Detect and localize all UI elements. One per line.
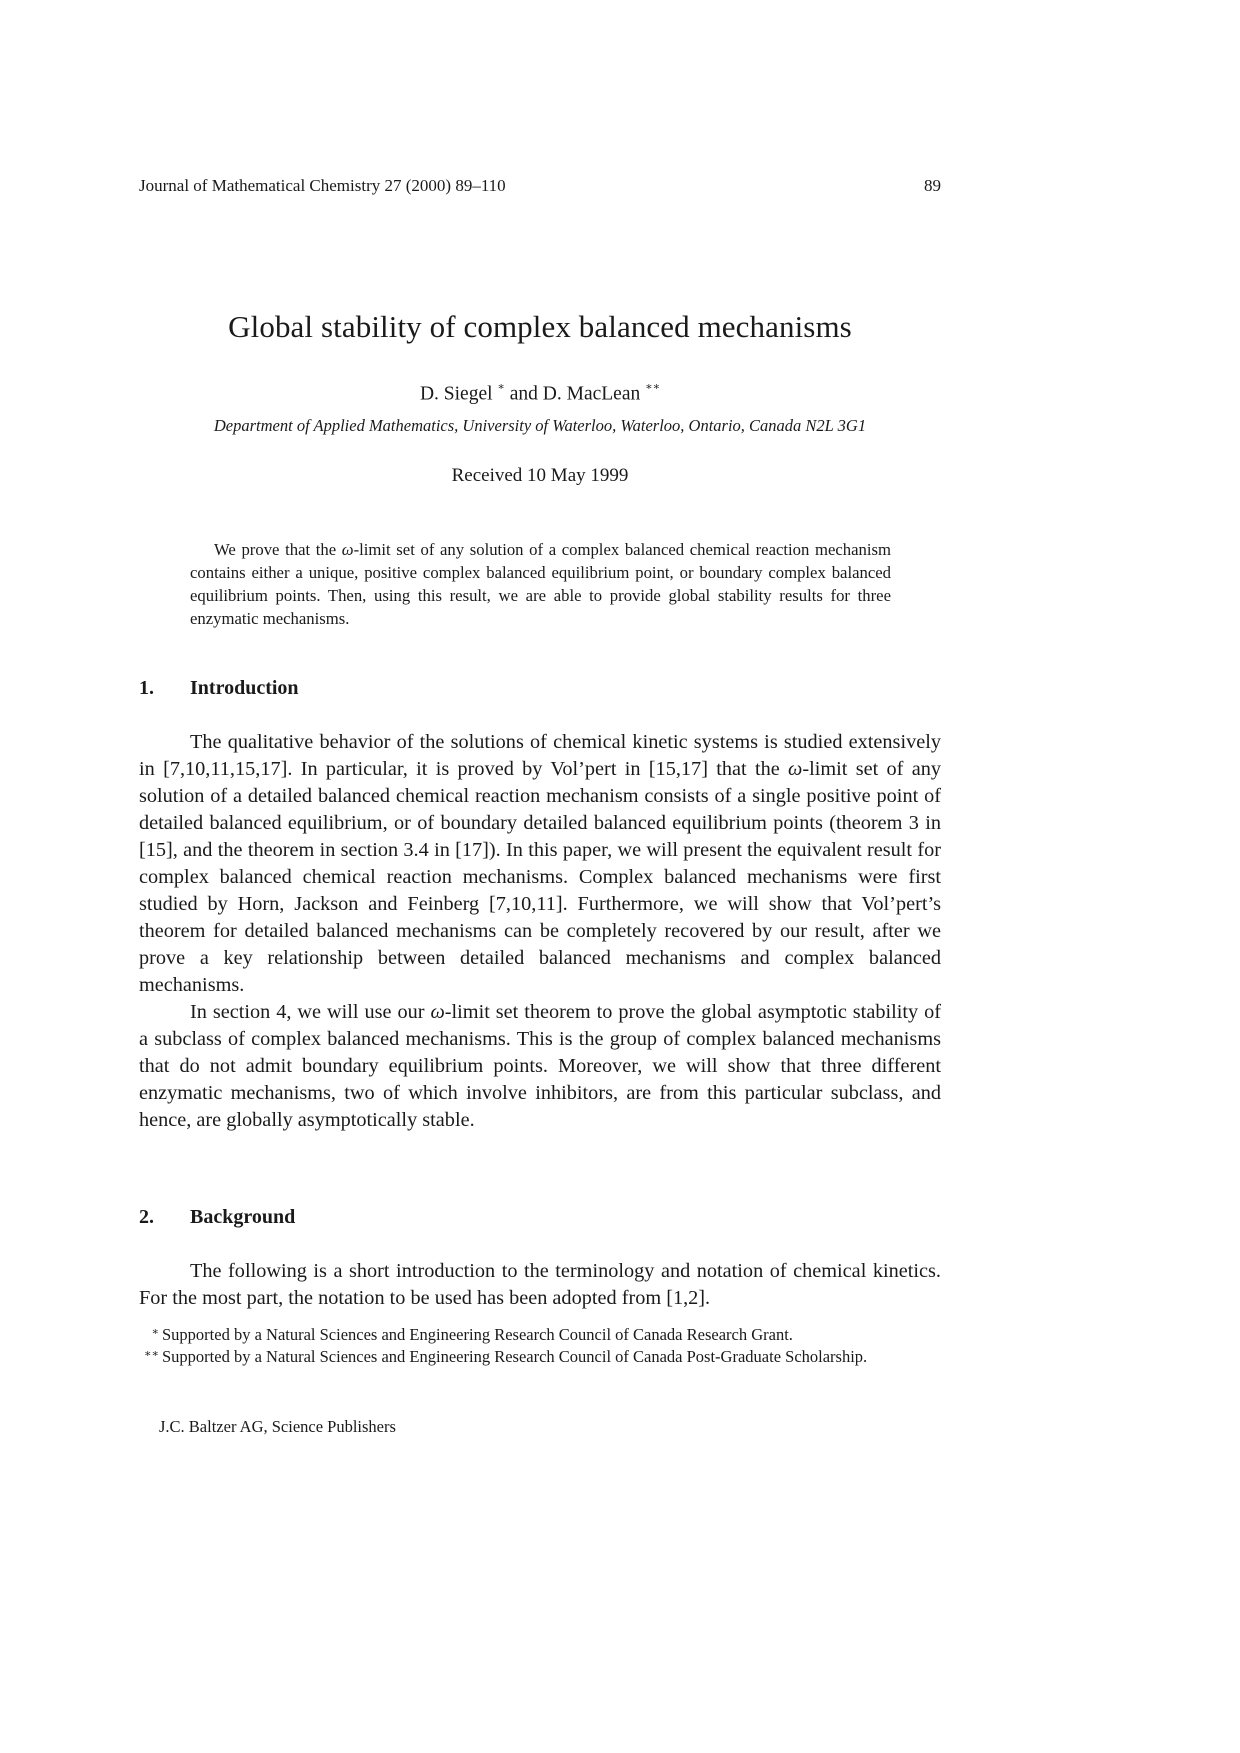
publisher: J.C. Baltzer AG, Science Publishers (159, 1417, 396, 1436)
footnote-mark-2: ∗∗ (645, 381, 661, 393)
paragraph-text: In section 4, we will use our (190, 1001, 431, 1023)
omega-symbol: ω (430, 1001, 445, 1023)
section-title: Introduction (190, 677, 299, 699)
paragraph (139, 729, 941, 999)
footnote-text: Supported by a Natural Sciences and Engineering Research Council of Canada Research Grant. (162, 1325, 793, 1344)
abstract (190, 538, 891, 630)
section-title: Background (190, 1206, 296, 1228)
paragraph: The following is a short introduction to the terminology and notation of chemical kinetics. For the most part, the notation to be used has been adopted from [1,2]. (139, 1260, 941, 1309)
paragraph-text: The qualitative behavior of the solutions of chemical kinetic systems is studied extensively in [7,10,11,15,17]. In particular, it is proved by Vol’pert in [15,17] that the (139, 731, 941, 780)
omega-symbol: ω (341, 540, 354, 559)
journal-citation: Journal of Mathematical Chemistry 27 (2000) 89–110 (139, 176, 506, 195)
paragraph-text: -limit set of any solution of a detailed balanced chemical reaction mechanism consists of a single positive point of detailed balanced equilibrium, or of boundary detailed balanced equilibrium points (theorem 3 in [15], and the theorem in section 3.4 in [17]). In this paper, we will present the equivalent result for complex balanced chemical reaction mechanisms. Complex balanced mechanisms were first studied by Horn, Jackson and Feinberg [7,10,11]. Furthermore, we will show that Vol’pert’s theorem for detailed balanced mechanisms can be completely recovered by our result, after we prove a key relationship between detailed balanced mechanisms and complex balanced mechanisms. (139, 758, 941, 996)
footnote-mark: ∗ (151, 1326, 159, 1338)
footnote-2 (139, 1346, 941, 1368)
introduction-body (139, 729, 941, 1134)
paragraph-text: -limit set theorem to prove the global asymptotic stability of a subclass of complex balanced mechanisms. This is the group of complex balanced mechanisms that do not admit boundary equilibrium points. Moreover, we will show that three different enzymatic mechanisms, two of which involve inhibitors, are from this particular subclass, and hence, are globally asymptotically stable. (139, 1001, 941, 1131)
author-siegel: D. Siegel (419, 383, 493, 405)
footnote-mark: ∗∗ (144, 1348, 159, 1360)
paper-title: Global stability of complex balanced mechanisms (228, 309, 852, 344)
section-number: 2. (139, 1206, 154, 1228)
affiliation: Department of Applied Mathematics, University of Waterloo, Waterloo, Ontario, Canada N2L 3G1 (213, 416, 867, 435)
omega-symbol: ω (788, 758, 803, 780)
footnote-mark-1: ∗ (497, 381, 505, 393)
abstract-text-2: -limit set of any solution of a complex balanced chemical reaction mechanism contains either a unique, positive complex balanced equilibrium point, or boundary complex balanced equilibrium points. Then, using this result, we are able to provide global stability results for three enzymatic mechanisms. (190, 540, 891, 628)
footnote-1 (139, 1324, 941, 1346)
author-maclean: D. MacLean (542, 383, 641, 405)
page-number: 89 (924, 176, 941, 195)
footnotes (139, 1324, 941, 1368)
author-line (139, 382, 941, 406)
background-body (139, 1258, 941, 1312)
section-heading-introduction (139, 677, 299, 700)
section-number: 1. (139, 677, 154, 699)
footnote-text: Supported by a Natural Sciences and Engineering Research Council of Canada Post-Graduate Scholarship. (162, 1347, 868, 1366)
received-date: Received 10 May 1999 (451, 465, 629, 486)
author-conjunction: and (509, 383, 538, 405)
running-head (139, 176, 941, 196)
abstract-text-1: We prove that the (214, 540, 342, 559)
section-heading-background (139, 1206, 295, 1229)
paragraph (139, 999, 941, 1134)
